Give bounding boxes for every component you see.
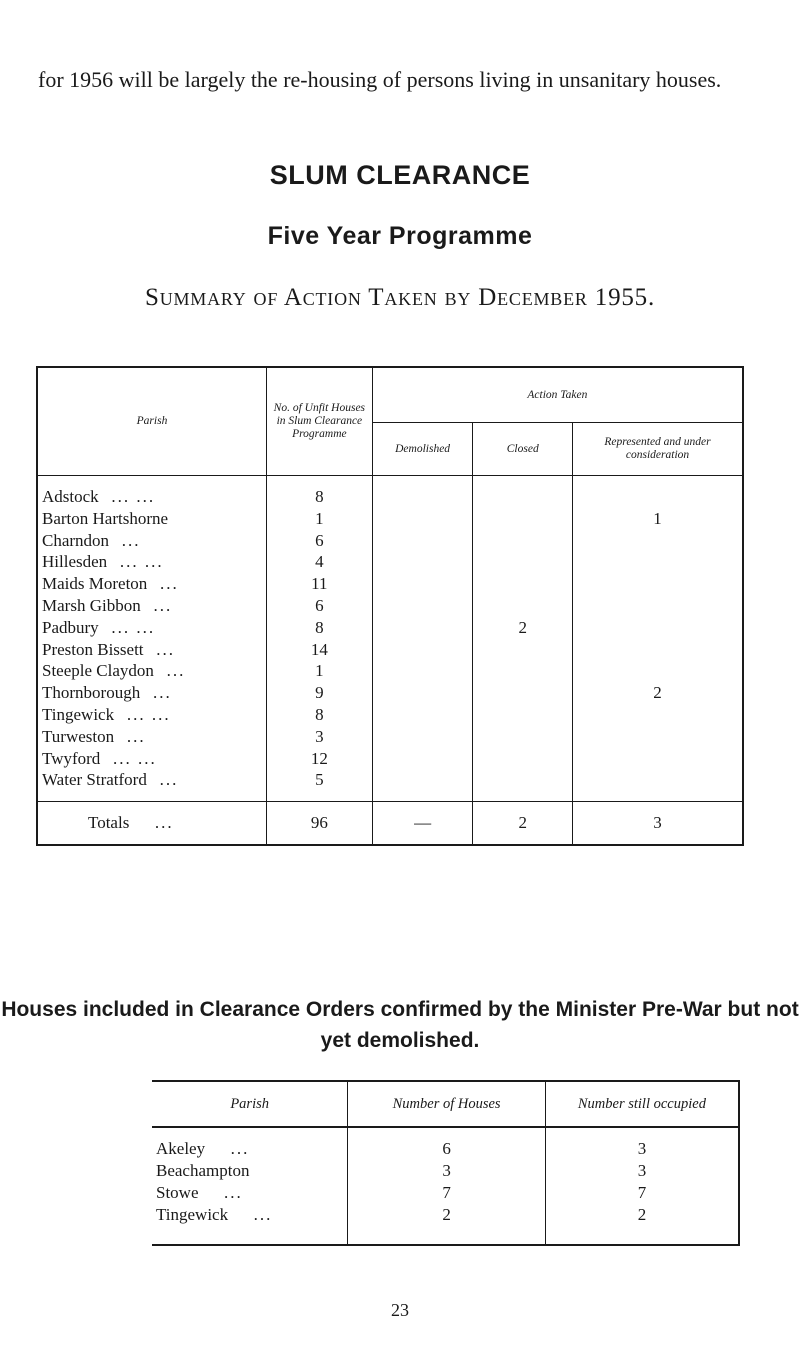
totals-dots: ... xyxy=(154,813,174,833)
unfit-cell: 1 xyxy=(267,508,373,530)
leader-dots: ... xyxy=(121,530,141,550)
parish-cell xyxy=(37,476,267,508)
demolished-cell xyxy=(372,551,473,573)
section-subtitle: Five Year Programme xyxy=(267,222,533,250)
leader-dots: ... xyxy=(224,1183,243,1202)
unfit-cell: 11 xyxy=(267,573,373,595)
table-row xyxy=(37,617,743,639)
leader-dots: ... xyxy=(156,639,176,659)
table-row xyxy=(37,476,743,508)
parish-cell xyxy=(37,769,267,801)
parish-name: Beachampton xyxy=(156,1161,250,1180)
represented-cell: 2 xyxy=(573,682,743,704)
table-row xyxy=(37,726,743,748)
table-row xyxy=(152,1160,739,1182)
demolished-cell xyxy=(372,769,473,801)
parish-name: Marsh Gibbon xyxy=(42,595,141,615)
represented-cell xyxy=(573,573,743,595)
demolished-cell xyxy=(372,573,473,595)
parish-cell xyxy=(37,704,267,726)
parish-cell xyxy=(37,508,267,530)
summary-heading: Summary of Action Taken by December 1955. xyxy=(144,284,656,311)
number-of-houses-cell: 6 xyxy=(348,1127,546,1160)
table-row xyxy=(37,660,743,682)
closed-cell xyxy=(473,660,573,682)
table-row xyxy=(152,1204,739,1245)
totals-row xyxy=(37,802,743,846)
leader-dots: ... xyxy=(253,1205,273,1224)
still-occupied-cell: 7 xyxy=(545,1182,739,1204)
parish-name: Preston Bissett xyxy=(42,639,144,659)
demolished-cell xyxy=(372,617,473,639)
col-header-closed: Closed xyxy=(473,423,573,476)
col-header-still-occupied: Number still occupied xyxy=(545,1081,739,1127)
parish-cell xyxy=(37,573,267,595)
closed-cell xyxy=(473,508,573,530)
unfit-cell: 6 xyxy=(267,595,373,617)
parish-name: Maids Moreton xyxy=(42,574,148,594)
leader-dots: ... ... xyxy=(119,552,164,572)
closed-cell xyxy=(473,530,573,552)
totals-label: Totals xyxy=(88,813,130,833)
closed-cell xyxy=(473,476,573,508)
represented-cell xyxy=(573,769,743,801)
col-header-number-of-houses: Number of Houses xyxy=(348,1081,546,1127)
col-header-action-taken: Action Taken xyxy=(372,367,743,423)
represented-cell xyxy=(573,748,743,770)
table-row xyxy=(37,508,743,530)
unfit-cell: 8 xyxy=(267,704,373,726)
table-row xyxy=(37,573,743,595)
parish-name: Charndon xyxy=(42,530,110,550)
unfit-cell: 4 xyxy=(267,551,373,573)
parish-name: Padbury xyxy=(42,617,99,637)
parish-name: Twyford xyxy=(42,748,101,768)
parish-name: Steeple Claydon xyxy=(42,661,154,681)
col-header-unfit-houses: No. of Unfit Houses in Slum Clearance Programme xyxy=(267,367,373,476)
section-title: SLUM CLEARANCE xyxy=(269,160,531,190)
table-row xyxy=(37,682,743,704)
table-row xyxy=(37,639,743,661)
parish-name: Water Stratford xyxy=(42,770,147,790)
leader-dots: ... ... xyxy=(126,704,171,724)
still-occupied-cell: 2 xyxy=(545,1204,739,1245)
table-row xyxy=(37,530,743,552)
demolished-cell xyxy=(372,639,473,661)
col-header-parish-2: Parish xyxy=(152,1081,348,1127)
parish-name: Stowe xyxy=(156,1183,199,1202)
number-of-houses-cell: 2 xyxy=(348,1204,546,1245)
leader-dots: ... xyxy=(153,595,173,615)
demolished-cell xyxy=(372,704,473,726)
closed-cell xyxy=(473,704,573,726)
parish-name: Tingewick xyxy=(42,704,115,724)
parish-cell xyxy=(37,726,267,748)
table-row xyxy=(152,1182,739,1204)
demolished-cell xyxy=(372,748,473,770)
col-header-parish: Parish xyxy=(37,367,267,476)
unfit-cell: 12 xyxy=(267,748,373,770)
leader-dots: ... ... xyxy=(111,617,156,637)
table-row xyxy=(37,704,743,726)
parish-cell xyxy=(37,595,267,617)
represented-cell xyxy=(573,660,743,682)
unfit-cell: 9 xyxy=(267,682,373,704)
demolished-cell xyxy=(372,530,473,552)
leader-dots: ... ... xyxy=(113,748,157,768)
unfit-cell: 8 xyxy=(267,617,373,639)
closed-cell xyxy=(473,551,573,573)
represented-cell xyxy=(573,551,743,573)
page-number: 23 xyxy=(391,1300,409,1320)
leader-dots: ... xyxy=(160,574,179,594)
parish-name: Tingewick xyxy=(156,1205,229,1224)
parish-cell xyxy=(37,748,267,770)
total-represented: 3 xyxy=(573,802,743,846)
leader-dots: ... xyxy=(152,683,172,703)
parish-cell xyxy=(152,1204,348,1245)
leader-dots: ... ... xyxy=(111,487,156,506)
leader-dots: ... xyxy=(230,1139,250,1158)
table-row xyxy=(37,551,743,573)
closed-cell xyxy=(473,573,573,595)
clearance-orders-table xyxy=(152,1080,740,1246)
slum-clearance-table xyxy=(36,366,744,846)
closed-cell xyxy=(473,726,573,748)
parish-cell xyxy=(152,1182,348,1204)
parish-name: Barton Hartshorne xyxy=(42,508,169,528)
parish-cell xyxy=(37,530,267,552)
parish-name: Thornborough xyxy=(42,683,141,703)
col-header-demolished: Demolished xyxy=(372,423,473,476)
parish-cell xyxy=(37,639,267,661)
closed-cell xyxy=(473,595,573,617)
unfit-cell: 1 xyxy=(267,660,373,682)
leader-dots: ... xyxy=(166,661,186,681)
unfit-cell: 8 xyxy=(267,476,373,508)
number-of-houses-cell: 7 xyxy=(348,1182,546,1204)
still-occupied-cell: 3 xyxy=(545,1160,739,1182)
parish-name: Akeley xyxy=(156,1139,206,1158)
unfit-cell: 5 xyxy=(267,769,373,801)
represented-cell xyxy=(573,595,743,617)
closed-cell: 2 xyxy=(473,617,573,639)
demolished-cell xyxy=(372,595,473,617)
demolished-cell xyxy=(372,476,473,508)
parish-cell xyxy=(37,617,267,639)
total-unfit: 96 xyxy=(267,802,373,846)
parish-name: Hillesden xyxy=(42,552,108,572)
unfit-cell: 6 xyxy=(267,530,373,552)
table-row xyxy=(37,595,743,617)
represented-cell: 1 xyxy=(573,508,743,530)
table-row xyxy=(37,748,743,770)
unfit-cell: 3 xyxy=(267,726,373,748)
clearance-orders-heading: Houses included in Clearance Orders confirmed by the Minister Pre-War but not yet demolished. xyxy=(1,998,799,1052)
represented-cell xyxy=(573,704,743,726)
number-of-houses-cell: 3 xyxy=(348,1160,546,1182)
parish-cell xyxy=(152,1160,348,1182)
parish-cell xyxy=(37,660,267,682)
parish-name: Adstock xyxy=(42,487,99,506)
unfit-cell: 14 xyxy=(267,639,373,661)
closed-cell xyxy=(473,769,573,801)
demolished-cell xyxy=(372,660,473,682)
intro-paragraph: for 1956 will be largely the re-housing of persons living in unsanitary houses. xyxy=(38,67,722,92)
closed-cell xyxy=(473,748,573,770)
parish-cell xyxy=(37,551,267,573)
still-occupied-cell: 3 xyxy=(545,1127,739,1160)
total-closed: 2 xyxy=(473,802,573,846)
closed-cell xyxy=(473,639,573,661)
represented-cell xyxy=(573,726,743,748)
demolished-cell xyxy=(372,682,473,704)
table-row xyxy=(152,1127,739,1160)
total-demolished: — xyxy=(372,802,473,846)
parish-name: Turweston xyxy=(42,726,115,746)
represented-cell xyxy=(573,639,743,661)
represented-cell xyxy=(573,476,743,508)
leader-dots: ... xyxy=(159,770,179,790)
parish-cell xyxy=(37,682,267,704)
demolished-cell xyxy=(372,508,473,530)
col-header-represented: Represented and under consideration xyxy=(573,423,743,476)
represented-cell xyxy=(573,530,743,552)
closed-cell xyxy=(473,682,573,704)
table-row xyxy=(37,769,743,801)
demolished-cell xyxy=(372,726,473,748)
leader-dots: ... xyxy=(126,726,146,746)
parish-cell xyxy=(152,1127,348,1160)
represented-cell xyxy=(573,617,743,639)
